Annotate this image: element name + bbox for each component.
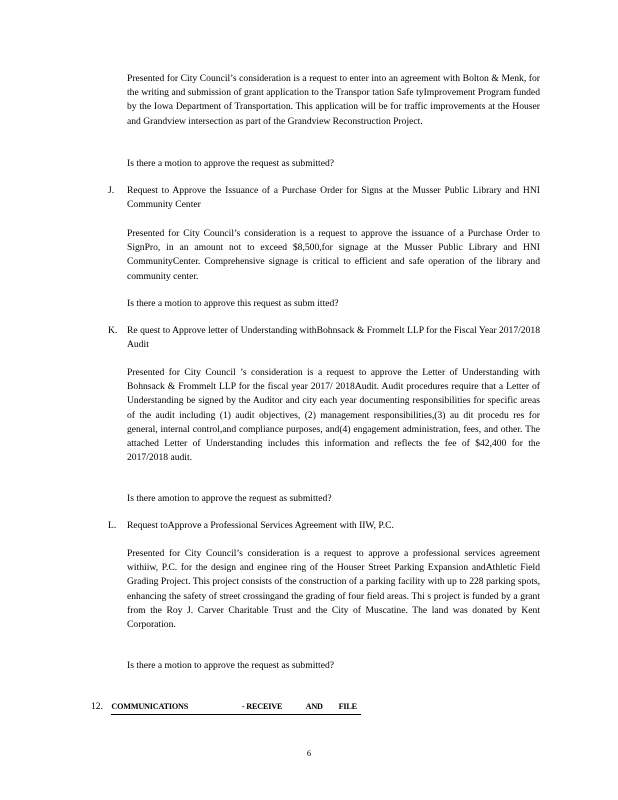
section-label-part: COMMUNICATIONS (111, 702, 189, 711)
item-l-question: Is there a motion to approve the request as submitted? (127, 660, 335, 671)
item-k-question: Is there amotion to approve the request as submitted? (127, 493, 332, 504)
item-l-heading (108, 519, 540, 533)
item-title: Re quest to Approve letter of Understanding withBohnsack & Frommelt LLP for the Fiscal Year 2017/2018 Audit (127, 325, 540, 351)
item-letter: K. (108, 325, 118, 336)
item-letter: J. (108, 185, 115, 196)
item-k-heading (108, 324, 540, 352)
item-title: Request to Approve the Issuance of a Purchase Order for Signs at the Musser Public Library and HNI Community Center (127, 185, 540, 211)
item-title: Request toApprove a Professional Services Agreement with IIW, P.C. (127, 520, 394, 531)
item-j-paragraph: Presented for City Council’s consideration is a request to approve the issuance of a Purchase Order to SignPro, in an amount not to exceed $8,500,for signage at the Musser Public Library and HNI CommunityCenter. Comprehensive signage is critical to efficient and safe operation of the library and community center. (127, 228, 540, 282)
item-j-heading (108, 184, 540, 212)
intro-question: Is there a motion to approve the request as submitted? (127, 158, 335, 169)
section-label-part: - RECEIVE (241, 702, 283, 711)
item-l-paragraph: Presented for City Council’s consideration is a request to approve a professional services agreement withiiw, P.C. for the design and enginee ring of the Houser Street Parking Expansion andAthletic Field Grading Project. This project consists of the construction of a parking facility with up to 228 parking spots, enhancing the safety of street crossingand the grading of four field areas. Thi s project is funded by a grant from the Roy J. Carver Charitable Trust and the City of Muscatine. The land was donated by Kent Corporation. (127, 548, 540, 631)
section-label-part: FILE (338, 702, 357, 711)
section-label-part: AND (305, 702, 323, 711)
page-number: 6 (306, 748, 312, 758)
intro-paragraph: Presented for City Council’s consideration is a request to enter into an agreement with Bolton & Menk, for the writing and submission of grant application to the Transpor tation Safe tyImprovement Program funded by the Iowa Department of Transportation. This application will be for traffic improvements at the Houser and Grandview intersection as part of the Grandview Reconstruction Project. (127, 73, 540, 127)
section-label (111, 700, 361, 715)
section-heading-communications (91, 700, 361, 715)
section-number: 12. (91, 701, 103, 712)
item-k-paragraph: Presented for City Council ’s consideration is a request to approve the Letter of Understanding with Bohnsack & Frommelt LLP for the fiscal year 2017/ 2018Audit. Audit procedures require that a Letter of Understanding be signed by the Auditor and city each year documenting responsibilities for specific areas of the audit including (1) audit objectives, (2) management responsibilities,(3) au dit procedu res for general, internal control,and compliance purposes, and(4) engagement administration, fees, and other. The attached Letter of Understanding includes this information and reflects the fee of $42,400 for the 2017/2018 audit. (127, 367, 540, 464)
item-j-question: Is there a motion to approve this request as subm itted? (127, 298, 339, 309)
item-letter: L. (108, 520, 117, 531)
